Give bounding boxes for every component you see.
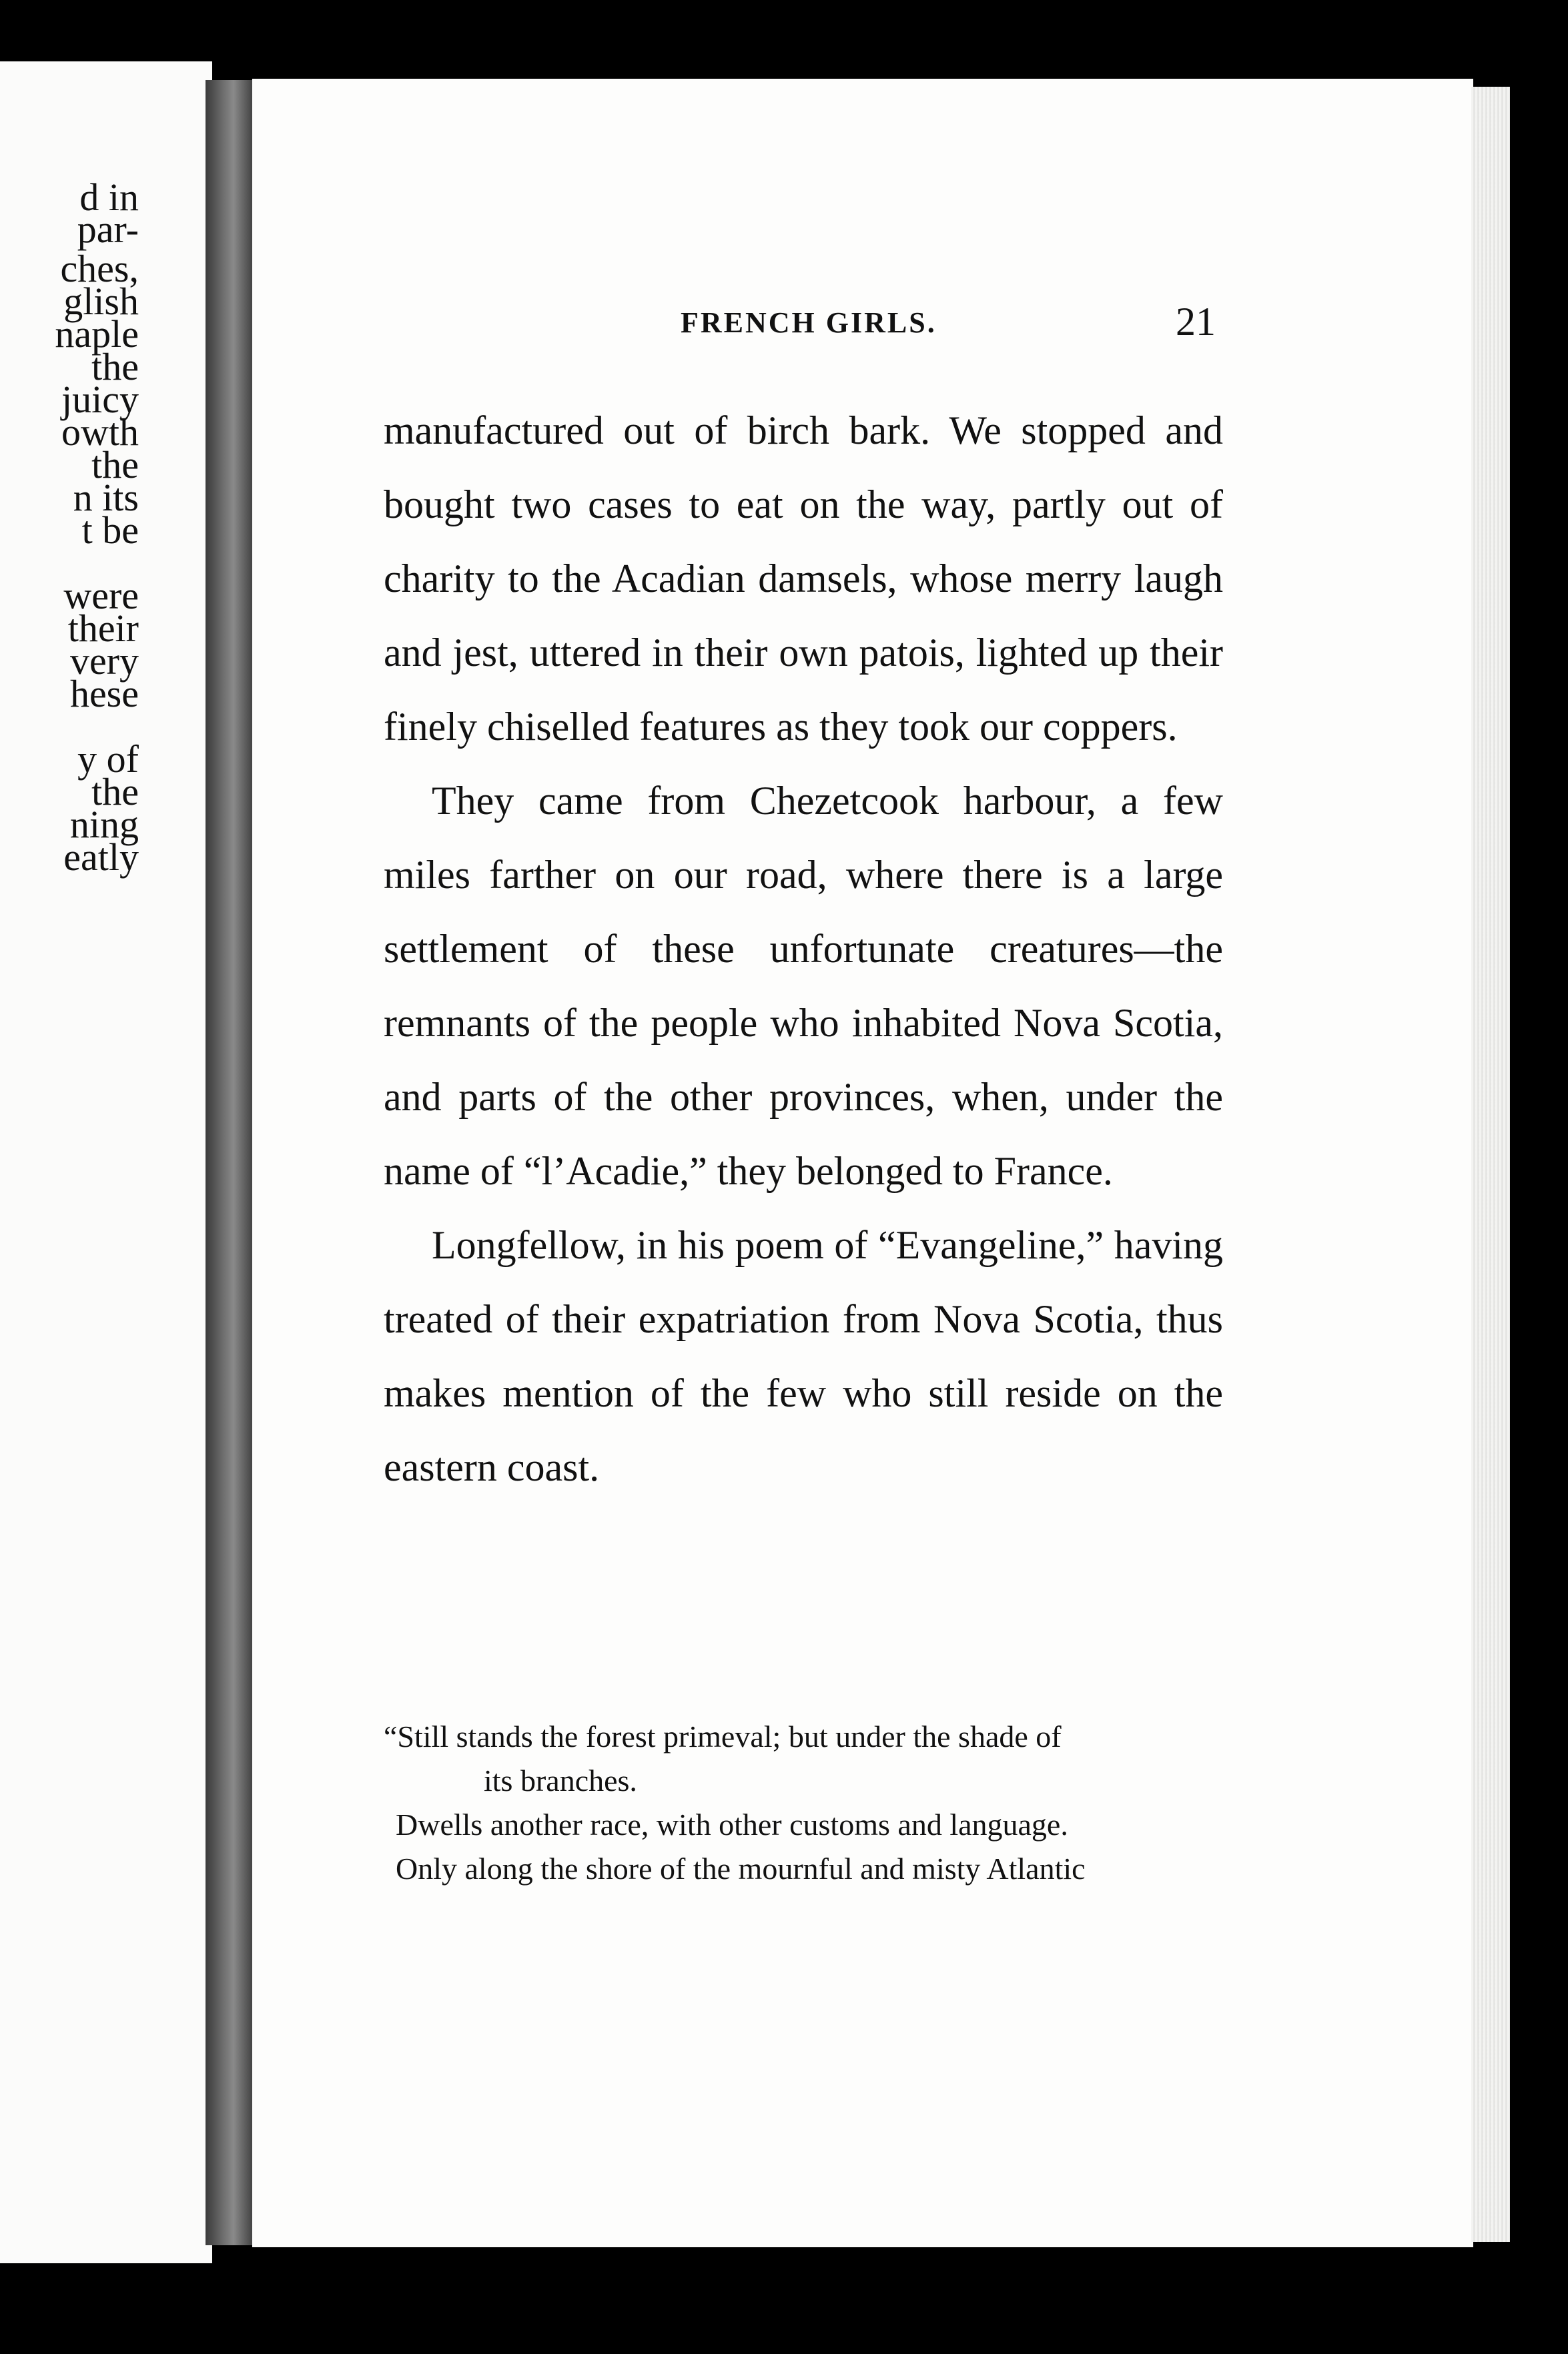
left-page-fragment: their [67, 607, 139, 650]
left-page-fragment: were [63, 574, 139, 617]
running-title: FRENCH GIRLS. [681, 306, 937, 339]
left-page-fragment: the [91, 345, 139, 388]
left-page-fragment: owth [61, 410, 139, 454]
left-page-fragment: eatly [63, 835, 139, 879]
left-page-fragment: ning [69, 803, 139, 846]
verse-line-continuation: its branches. [484, 1763, 637, 1798]
left-page-fragment: naple [55, 312, 139, 356]
left-page-fragment: hese [69, 672, 139, 715]
left-page-fragment: glish [63, 280, 139, 323]
paragraph: Longfellow, in his poem of “Evangeline,” having treated of their expatriation from Nova Scotia, thus makes mention of the few who still reside on the eastern coast. [384, 1223, 1223, 1489]
left-page-fragment: par- [77, 208, 139, 251]
verse-line: Only along the shore of the mournful and misty Atlantic [396, 1852, 1086, 1886]
book-gutter-shadow [206, 80, 252, 2245]
paragraph: manufactured out of birch bark. We stopped and bought two cases to eat on the way, partly out of charity to the Acadian damsels, whose merry laugh and jest, uttered in their own patois, lighted up their finely chiselled features as they took our coppers. [384, 408, 1223, 749]
left-page-fragment: juicy [61, 378, 139, 421]
left-page-fragment: y of [77, 737, 139, 781]
left-page-fragment: d in [79, 175, 139, 219]
verse-line: Dwells another race, with other customs and language. [396, 1808, 1068, 1842]
verse-quotation [384, 1715, 1223, 1891]
left-page-fragment: the [91, 443, 139, 486]
page-stack-edge [1471, 87, 1510, 2242]
page-number: 21 [1176, 300, 1216, 344]
left-page-fragment: the [91, 770, 139, 813]
paragraph: They came from Chezetcook harbour, a few miles farther on our road, where there is a large settlement of these unfortunate creatures—the remnants of the people who inhabited Nova Scotia, and parts of the other provinces, when, under the name of “l’Acadie,” they belonged to France. [384, 779, 1223, 1193]
left-page-fragment: ches, [60, 247, 139, 290]
verse-line: “Still stands the forest primeval; but under the shade of [384, 1719, 1062, 1753]
body-text [384, 394, 1223, 1505]
left-page-fragment: t be [81, 508, 139, 552]
left-page-fragment: n its [73, 476, 139, 519]
left-page-fragment: very [69, 639, 139, 683]
facing-left-page [0, 61, 212, 2263]
